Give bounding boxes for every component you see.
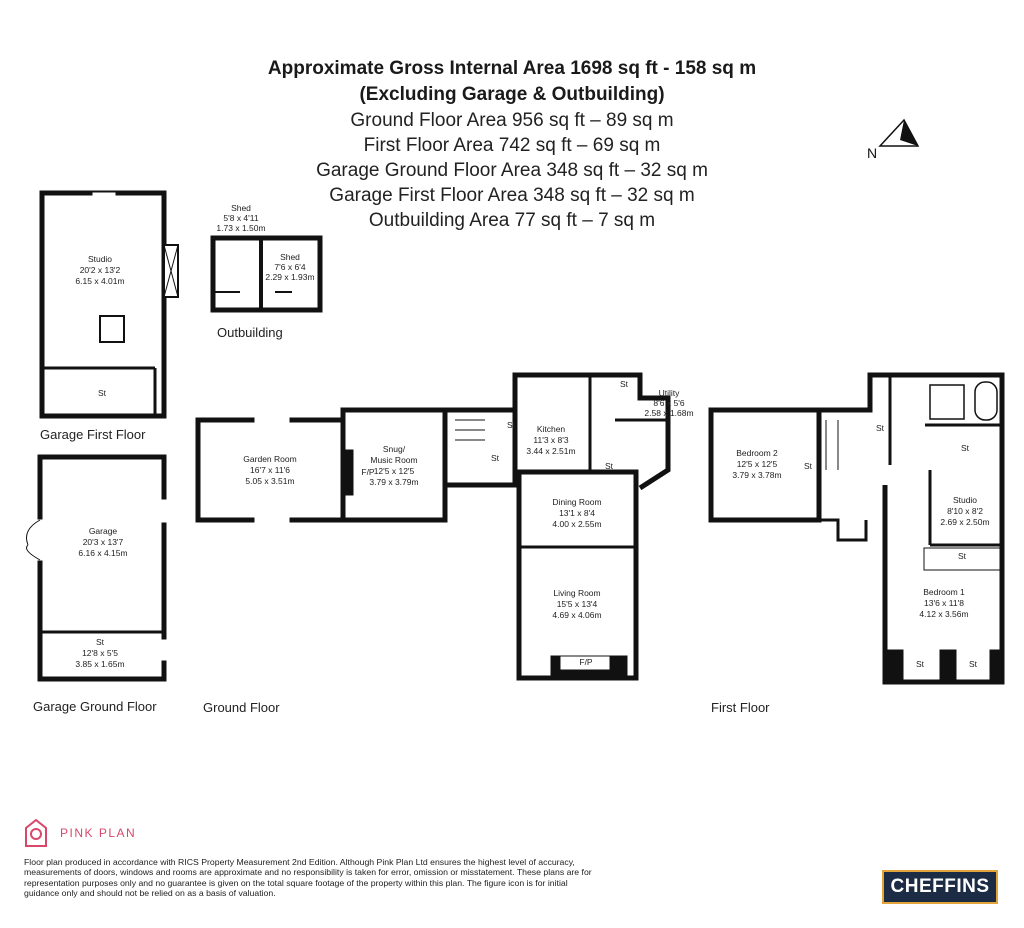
garage-imperial: 20'3 x 13'7 (82, 537, 124, 547)
dining-metric: 4.00 x 2.55m (552, 519, 602, 529)
utility-metric: 2.58 x 1.68m (644, 408, 694, 418)
first-floor-plan (711, 375, 1002, 682)
st-ff-1: St (875, 423, 885, 433)
ground-floor-area: Ground Floor Area 956 sq ft – 89 sq m (350, 110, 674, 131)
shed1-imperial: 5'8 x 4'11 (223, 213, 259, 223)
st-gf-2: St (490, 453, 500, 463)
st-ff-5: St (915, 659, 925, 669)
pink-plan-logo-icon (26, 820, 46, 846)
fp-snug: F/P (361, 467, 375, 477)
kitchen-metric: 3.44 x 2.51m (526, 446, 576, 456)
garden-room-name: Garden Room (243, 454, 297, 464)
utility-name: Utility (658, 388, 680, 398)
cheffins-logo: CHEFFINS (882, 870, 998, 904)
shed1-name: Shed (231, 203, 251, 213)
st-gf-1: St (506, 420, 516, 430)
area-subtitle: (Excluding Garage & Outbuilding) (359, 84, 665, 105)
first-floor-area: First Floor Area 742 sq ft – 69 sq m (363, 135, 661, 156)
label-garage-ground-floor: Garage Ground Floor (33, 699, 157, 714)
studio-ff-imperial: 8'10 x 8'2 (947, 506, 983, 516)
disclaimer-text: Floor plan produced in accordance with RICS Property Measurement 2nd Edition. Although Pink Plan Ltd ensures the highest level of accuracy, measurements of doors, windows and rooms are approximate and no responsibility is taken for error, omission or misstatement. These plans are for representation purposes only and no guarantee is given on the total square footage of the property within this plan. The figure icon is for initial guidance only and should not be relied on as a basis of valuation. (24, 857, 592, 899)
kitchen-name: Kitchen (536, 424, 566, 434)
studio-garage-name: Studio (87, 254, 113, 264)
shed2-imperial: 7'6 x 6'4 (274, 262, 306, 272)
snug-imperial: 12'5 x 12'5 (373, 466, 415, 476)
st-garage-first-name: St (97, 388, 107, 398)
living-imperial: 15'5 x 13'4 (556, 599, 598, 609)
compass-north-label: N (866, 145, 878, 161)
garage-name: Garage (88, 526, 118, 536)
st-ff-2: St (960, 443, 970, 453)
st-garage-metric: 3.85 x 1.65m (75, 659, 125, 669)
garage-ground-floor-area: Garage Ground Floor Area 348 sq ft – 32 sq m (316, 160, 708, 181)
pink-plan-logo-text: PINK PLAN (60, 826, 137, 840)
snug-metric: 3.79 x 3.79m (369, 477, 419, 487)
snug-name-1: Snug/ (382, 444, 406, 454)
st-ff-6: St (968, 659, 978, 669)
studio-ff-name: Studio (952, 495, 978, 505)
bedroom1-metric: 4.12 x 3.56m (919, 609, 969, 619)
bedroom1-imperial: 13'6 x 11'8 (924, 598, 964, 608)
bedroom2-metric: 3.79 x 3.78m (732, 470, 782, 480)
compass (867, 120, 918, 161)
st-garage-imperial: 12'8 x 5'5 (82, 648, 118, 658)
outbuilding-area: Outbuilding Area 77 sq ft – 7 sq m (368, 210, 656, 231)
studio-garage-imperial: 20'2 x 13'2 (79, 265, 121, 275)
utility-imperial: 8'6 x 5'6 (653, 398, 685, 408)
bedroom1-name: Bedroom 1 (923, 587, 965, 597)
st-garage-name: St (95, 637, 105, 647)
garage-metric: 6.16 x 4.15m (78, 548, 128, 558)
st-gf-3: St (619, 379, 629, 389)
studio-garage-metric: 6.15 x 4.01m (75, 276, 125, 286)
area-title: Approximate Gross Internal Area 1698 sq ft - 158 sq m (267, 58, 757, 79)
st-ff-3: St (803, 461, 813, 471)
garage-first-floor-area: Garage First Floor Area 348 sq ft – 32 sq m (329, 185, 695, 206)
living-metric: 4.69 x 4.06m (552, 610, 602, 620)
bedroom2-name: Bedroom 2 (736, 448, 778, 458)
shed1-metric: 1.73 x 1.50m (216, 223, 266, 233)
shed2-metric: 2.29 x 1.93m (265, 272, 315, 282)
st-ff-4: St (957, 551, 967, 561)
label-first-floor: First Floor (711, 700, 770, 715)
kitchen-imperial: 11'3 x 8'3 (533, 435, 569, 445)
garden-room-imperial: 16'7 x 11'6 (250, 465, 290, 475)
studio-ff-metric: 2.69 x 2.50m (940, 517, 990, 527)
st-gf-4: St (604, 461, 614, 471)
snug-name-2: Music Room (370, 455, 418, 465)
dining-name: Dining Room (552, 497, 602, 507)
shed2-name: Shed (280, 252, 300, 262)
bedroom2-imperial: 12'5 x 12'5 (736, 459, 778, 469)
dining-imperial: 13'1 x 8'4 (559, 508, 595, 518)
label-outbuilding: Outbuilding (217, 325, 283, 340)
label-ground-floor: Ground Floor (203, 700, 280, 715)
garage-first-floor-plan (42, 193, 178, 416)
garden-room-metric: 5.05 x 3.51m (245, 476, 295, 486)
fp-living: F/P (579, 657, 593, 667)
living-name: Living Room (553, 588, 601, 598)
label-garage-first-floor: Garage First Floor (40, 427, 146, 442)
